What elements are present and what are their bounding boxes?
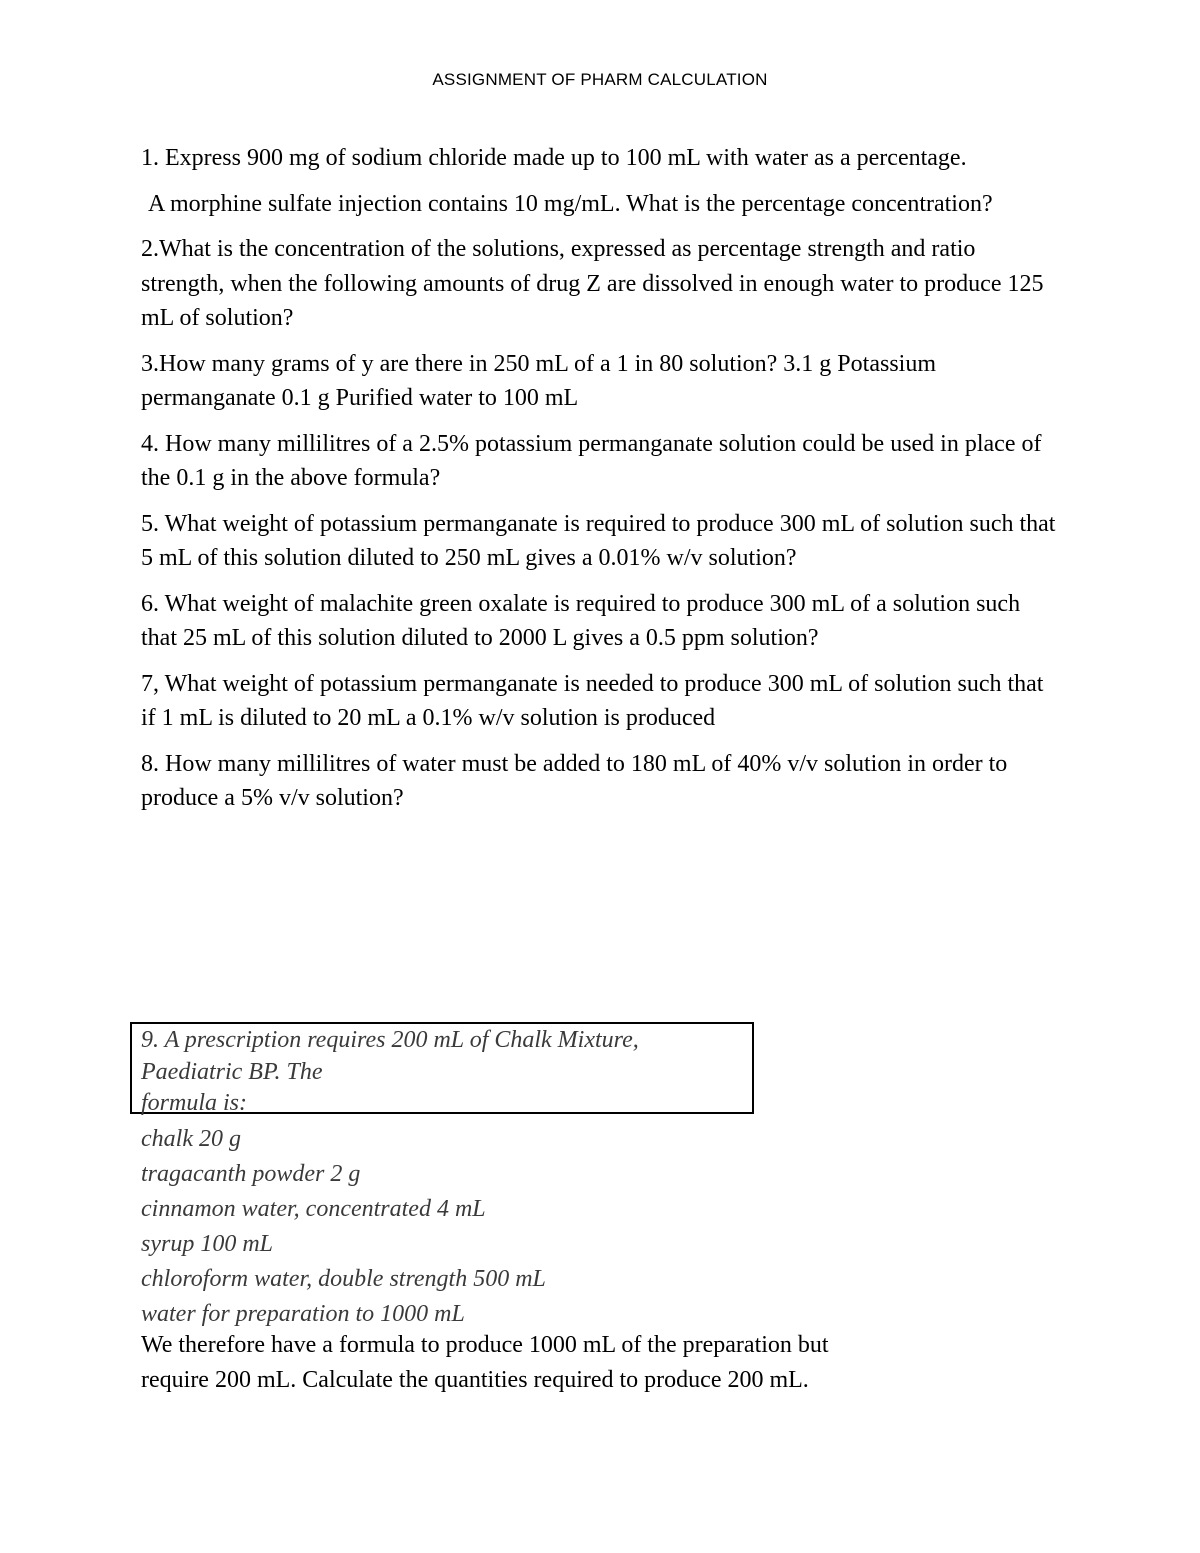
ingredient-item: water for preparation to 1000 mL xyxy=(141,1301,465,1327)
ingredient-item: chloroform water, double strength 500 mL xyxy=(141,1266,546,1292)
question-9-line: formula is: xyxy=(141,1090,248,1116)
question-8: 8. How many millilitres of water must be added to 180 mL of 40% v/v solution in order to produce a 5% v/v solution? xyxy=(141,750,1008,811)
closing-line: We therefore have a formula to produce 1000 mL of the preparation but xyxy=(141,1332,829,1358)
question-7: 7, What weight of potassium permanganate is needed to produce 300 mL of solution such that if 1 mL is diluted to 20 mL a 0.1% w/v solution is produced xyxy=(141,670,1044,731)
ingredient-item: chalk 20 g xyxy=(141,1126,241,1152)
question-2: 2.What is the concentration of the solutions, expressed as percentage strength and ratio strength, when the following amounts of drug Z are dissolved in enough water to produce 125 mL of solution? xyxy=(141,236,1044,331)
page-title: ASSIGNMENT OF PHARM CALCULATION xyxy=(432,70,768,89)
question-9-line: Paediatric BP. The xyxy=(141,1058,323,1085)
question-1: 1. Express 900 mg of sodium chloride made up to 100 mL with water as a percentage. xyxy=(141,145,967,171)
question-9-closing xyxy=(141,1328,961,1398)
ingredient-item: syrup 100 mL xyxy=(141,1231,274,1257)
ingredient-list xyxy=(141,1122,841,1332)
question-6: 6. What weight of malachite green oxalate is required to produce 300 mL of a solution such that 25 mL of this solution diluted to 2000 L gives a 0.5 ppm solution? xyxy=(141,590,1021,651)
question-3: 3.How many grams of y are there in 250 mL of a 1 in 80 solution? 3.1 g Potassium permanganate 0.1 g Purified water to 100 mL xyxy=(141,350,936,411)
question-4: 4. How many millilitres of a 2.5% potassium permanganate solution could be used in place of the 0.1 g in the above formula? xyxy=(141,430,1042,491)
question-9-line: 9. A prescription requires 200 mL of Chalk Mixture, xyxy=(141,1027,639,1053)
closing-line: require 200 mL. Calculate the quantities required to produce 200 mL. xyxy=(141,1367,809,1393)
ingredient-item: cinnamon water, concentrated 4 mL xyxy=(141,1196,486,1222)
question-5: 5. What weight of potassium permanganate is required to produce 300 mL of solution such that 5 mL of this solution diluted to 250 mL gives a 0.01% w/v solution? xyxy=(141,510,1056,571)
questions-block xyxy=(141,141,1061,827)
question-1b: A morphine sulfate injection contains 10 mg/mL. What is the percentage concentration? xyxy=(148,190,993,217)
question-9-header xyxy=(141,1025,781,1120)
ingredient-item: tragacanth powder 2 g xyxy=(141,1161,361,1187)
